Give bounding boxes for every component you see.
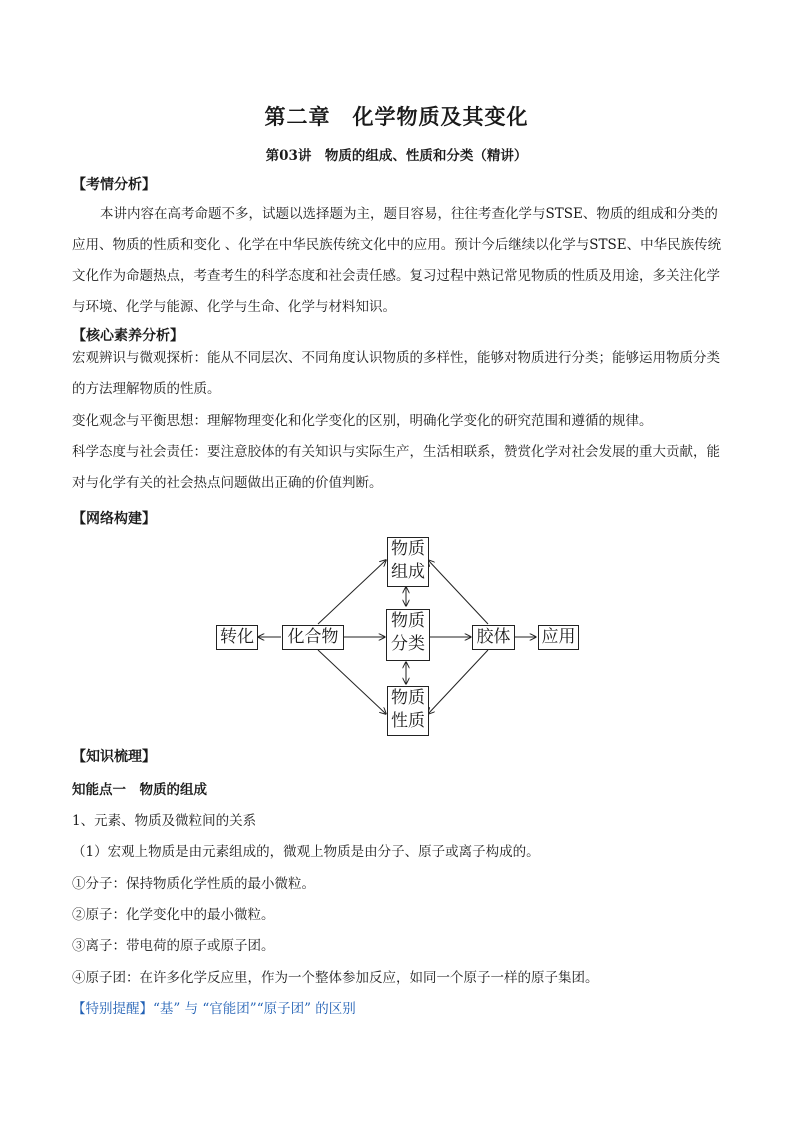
core-literacy-p2: 变化观念与平衡思想：理解物理变化和化学变化的区别，明确化学变化的研究范围和遵循的规律。 — [72, 413, 653, 429]
section-header-network: 【网络构建】 — [72, 511, 156, 527]
arrow-colloid-to-composition — [428, 560, 488, 624]
node-colloid: 胶体 — [472, 625, 515, 650]
node-substance-composition-line1: 物质 — [391, 539, 425, 559]
arrow-compound-to-composition — [318, 560, 386, 624]
node-substance-property-line1: 物质 — [391, 688, 425, 708]
knowledge-item-atom: ②原子：化学变化中的最小微粒。 — [72, 907, 275, 923]
arrow-compound-to-property — [318, 650, 386, 714]
node-conversion: 转化 — [216, 625, 258, 650]
node-substance-property-line2: 性质 — [391, 711, 425, 731]
node-substance-classification — [386, 609, 430, 661]
node-substance-classification-line1: 物质 — [391, 611, 425, 631]
node-substance-composition-line2: 组成 — [391, 562, 425, 582]
section-header-exam-analysis: 【考情分析】 — [72, 177, 156, 193]
special-tip: 【特别提醒】“基” 与 “官能团”“原子团” 的区别 — [72, 1001, 356, 1017]
section-header-knowledge: 【知识梳理】 — [72, 749, 156, 765]
page-title: 第二章 化学物质及其变化 — [264, 104, 529, 129]
knowledge-item-1: 1、元素、物质及微粒间的关系 — [72, 813, 257, 829]
node-application: 应用 — [538, 625, 579, 650]
knowledge-item-2: （1）宏观上物质是由元素组成的，微观上物质是由分子、原子或离子构成的。 — [72, 844, 540, 860]
core-literacy-p3: 科学态度与社会责任：要注意胶体的有关知识与实际生产，生活相联系，赞赏化学对社会发展的重大贡献，能对与化学有关的社会热点问题做出正确的价值判断。 — [72, 444, 720, 491]
section-header-core-literacy: 【核心素养分析】 — [72, 328, 184, 344]
page-subtitle: 第03讲 物质的组成、性质和分类（精讲） — [265, 148, 528, 164]
knowledge-item-molecule: ①分子：保持物质化学性质的最小微粒。 — [72, 876, 315, 892]
knowledge-item-atomic-group: ④原子团：在许多化学反应里，作为一个整体参加反应，如同一个原子一样的原子集团。 — [72, 970, 599, 986]
node-substance-composition — [387, 537, 429, 587]
arrow-colloid-to-property — [428, 650, 488, 714]
node-substance-classification-line2: 分类 — [391, 634, 425, 654]
exam-analysis-text: 本讲内容在高考命题不多，试题以选择题为主，题目容易，往往考查化学与STSE、物质的组成和分类的应用、物质的性质和变化 、化学在中华民族传统文化中的应用。预计今后继续以化学与STSE、中华民族传统文化作为命题热点，考查考生的科学态度和社会责任感。复习过程中熟记常见物质的性质及用途，多关注化学与环境、化学与能源、化学与生命、化学与材料知识。 — [72, 206, 722, 315]
node-compound: 化合物 — [282, 625, 344, 650]
node-substance-property — [387, 686, 429, 736]
knowledge-point-title: 知能点一 物质的组成 — [72, 782, 207, 798]
knowledge-item-ion: ③离子：带电荷的原子或原子团。 — [72, 938, 275, 954]
core-literacy-p1: 宏观辨识与微观探析：能从不同层次、不同角度认识物质的多样性，能够对物质进行分类；能够运用物质分类的方法理解物质的性质。 — [72, 350, 720, 397]
